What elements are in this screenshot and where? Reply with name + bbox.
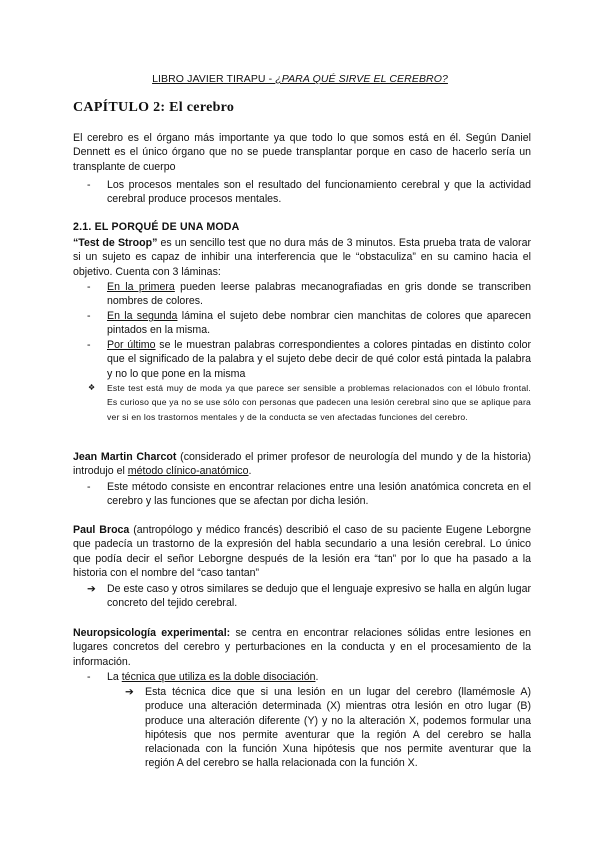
neuro-bullet-end: . — [315, 671, 319, 683]
stroop-item-lead: En la primera — [107, 281, 175, 293]
intro-paragraph: El cerebro es el órgano más importante ya que todo lo que somos está en él. Según Daniel Dennett es el único órgano que no se puede transplantar porque en caso de hacerlo sería un transplante de cuerpo — [73, 132, 531, 173]
stroop-item-lead: Por último — [107, 339, 156, 351]
stroop-item-text: pueden leerse palabras mecanografiadas en gris donde se transcriben nombres de colores. — [107, 281, 532, 308]
broca-name: Paul Broca — [73, 524, 130, 536]
chapter-title: CAPÍTULO 2: El cerebro — [73, 100, 235, 115]
intro-bullet-text: Los procesos mentales son el resultado del funcionamiento cerebral y que la actividad cerebral produce procesos mentales. — [107, 179, 531, 206]
stroop-item-1 — [87, 280, 531, 309]
charcot-bullet-text: Este método consiste en encontrar relaciones entre una lesión anatómica concreta en el cerebro y las funciones que se afectan por dicha lesión. — [107, 481, 531, 508]
charcot-bullet — [87, 480, 531, 509]
dash-marker: - — [87, 481, 91, 493]
broca-arrow-item — [87, 582, 531, 611]
dash-marker: - — [87, 281, 91, 293]
neuro-arrow-text: Esta técnica dice que si una lesión en un lugar del cerebro (llamémosle A) produce una alteración determinada (X) mientras otra lesión en otro lugar (B) produce una alteración diferente (Y) y no la alteración X, podemos formular una hipótesis que nos permite aventurar que la región A del cerebro se halla relacionada con la función Xuna hipótesis que nos permite aventurar que la región A del cerebro se halla relacionada con la función X. — [145, 686, 531, 770]
neuro-term: Neuropsicología experimental: — [73, 627, 231, 639]
stroop-note-text: Este test está muy de moda ya que parece ser sensible a problemas relacionados con el lóbulo frontal. Es curioso que ya no se use sólo con personas que padecen una lesión cerebral sino que se aplique para ver si en los trastornos mentales y de la conducta se ven afectadas funciones del cerebro. — [107, 383, 531, 422]
stroop-paragraph — [73, 236, 531, 279]
stroop-item-text: lámina el sujeto debe nombrar cien manchitas de colores que aparecen pintados en la misma. — [107, 310, 531, 337]
header-prefix: LIBRO JAVIER TIRAPU - — [152, 73, 276, 85]
dash-marker: - — [87, 179, 91, 191]
stroop-item-lead: En la segunda — [107, 310, 178, 322]
charcot-text: (considerado el primer profesor de neurología del mundo y de la historia) introdujo el — [73, 451, 532, 478]
charcot-end: . — [248, 465, 252, 478]
stroop-text: es un sencillo test que no dura más de 3 minutos. Esta prueba trata de valorar si un sujeto es capaz de inhibir una interferencia que le “obstaculiza” en su camino hacia el objetivo. Cuenta con 3 láminas: — [73, 237, 532, 278]
charcot-name: Jean Martin Charcot — [73, 451, 177, 463]
intro-bullet — [87, 178, 531, 207]
broca-paragraph — [73, 523, 531, 580]
dash-marker: - — [87, 310, 91, 322]
header-book-title: ¿PARA QUÉ SIRVE EL CEREBRO? — [275, 73, 448, 85]
broca-text: (antropólogo y médico francés) describió el caso de su paciente Eugene Leborgne que padecía un trastorno de la expresión del habla secundario a una lesión cerebral. Lo único que podía decir el señor Leborgne después de la lesión era “tan” por lo que ha pasado a la historia con el nombre del “caso tantan” — [73, 524, 531, 579]
stroop-item-2 — [87, 309, 531, 338]
arrow-right-icon: ➔ — [87, 583, 96, 595]
dash-marker: - — [87, 671, 91, 683]
charcot-paragraph — [73, 450, 531, 479]
neuro-bullet — [87, 670, 531, 684]
neuro-text: se centra en encontrar relaciones sólidas entre lesiones en lugares concretos del cerebro y perturbaciones en la conducta y en el procesamiento de la información. — [73, 627, 531, 668]
section-title: 2.1. EL PORQUÉ DE UNA MODA — [73, 221, 240, 233]
neuro-bullet-technique: técnica que utiliza es la doble disociación — [121, 671, 316, 683]
broca-arrow-text: De este caso y otros similares se dedujo que el lenguaje expresivo se halla en algún lugar concreto del tejido cerebral. — [107, 583, 531, 610]
stroop-item-3 — [87, 338, 531, 381]
diamond-bullet-icon: ❖ — [88, 383, 96, 392]
charcot-method: método clínico-anatómico — [127, 465, 249, 478]
arrow-right-icon: ➔ — [125, 686, 134, 698]
dash-marker: - — [87, 339, 91, 351]
document-header — [0, 73, 600, 85]
stroop-item-text: se le muestran palabras correspondientes a colores pintadas en distinto color que el significado de la palabra y el sujeto debe decir de qué color está pintada la palabra y no lo que pone en la misma — [107, 339, 532, 380]
neuro-paragraph — [73, 626, 531, 669]
stroop-term: “Test de Stroop” — [73, 237, 158, 249]
stroop-note — [87, 381, 531, 424]
neuro-arrow-item — [125, 685, 531, 771]
neuro-bullet-prefix: La — [107, 671, 122, 683]
